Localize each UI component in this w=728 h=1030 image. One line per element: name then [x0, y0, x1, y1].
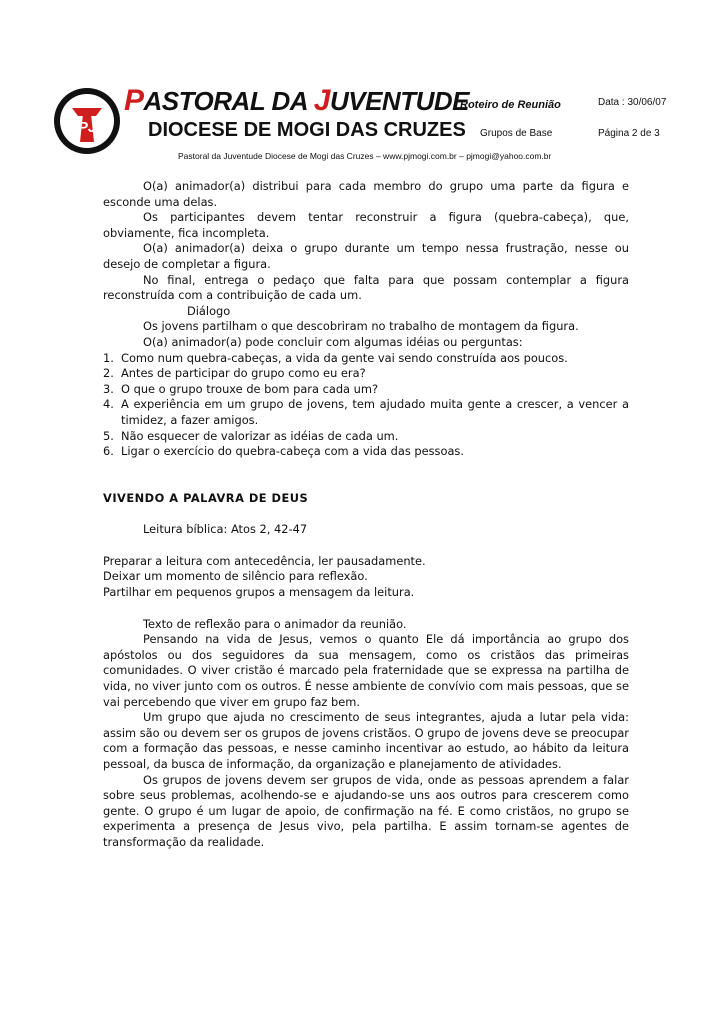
paragraph: Os participantes devem tentar reconstruir a figura (quebra-cabeça), que, obviamente, fica incompleta.: [103, 210, 629, 240]
paragraph: O(a) animador(a) deixa o grupo durante um tempo nessa frustração, nesse ou desejo de completar a figura.: [103, 241, 629, 271]
instruction-line: Partilhar em pequenos grupos a mensagem da leitura.: [103, 585, 415, 600]
reflection-heading: Texto de reflexão para o animador da reunião.: [143, 616, 407, 631]
org-title-mid: ASTORAL DA: [143, 86, 314, 116]
instruction-line: Preparar a leitura com antecedência, ler pausadamente.: [103, 553, 426, 568]
list-item: 6. Ligar o exercício do quebra-cabeça com a vida das pessoas.: [103, 444, 464, 459]
instruction-line: Deixar um momento de silêncio para reflexão.: [103, 569, 368, 584]
org-title-first-letter: P: [124, 84, 144, 117]
roteiro-label: Roteiro de Reunião: [460, 99, 561, 111]
paragraph: Os grupos de jovens devem ser grupos de vida, onde as pessoas aprendem a falar sobre seus problemas, acolhendo-se e ajudando-se uns aos outros para crescerem como gente. O grupo é um lugar de apoio, de confirmação na fé. E como cristãos, no grupo se experimenta a presença de Jesus vivo, pela partilha. E assim tornam-se agentes de transformação da realidade.: [103, 772, 629, 849]
section-title: VIVENDO A PALAVRA DE DEUS: [103, 490, 309, 505]
org-title-second-letter: J: [313, 84, 330, 117]
paragraph: O(a) animador(a) distribui para cada membro do grupo uma parte da figura e esconde uma delas.: [103, 179, 629, 209]
document-body: [103, 179, 629, 851]
paragraph: Um grupo que ajuda no crescimento de seus integrantes, ajuda a lutar pela vida: assim são ou devem ser os grupos de jovens cristãos. O grupo de jovens deve se preocupar com a formação das pessoas, e nesse caminho incentivar ao estudo, ao hábito da leitura pessoal, da busca de informação, da organização e planejamento de atividades.: [103, 710, 629, 771]
paragraph: O(a) animador(a) pode concluir com algumas idéias ou perguntas:: [143, 334, 523, 349]
logo-lettering: PJ: [77, 119, 97, 136]
reading-reference: Leitura bíblica: Atos 2, 42-47: [143, 522, 308, 537]
grupos-label: Grupos de Base: [480, 128, 553, 139]
page-header: [0, 0, 728, 170]
paragraph: No final, entrega o pedaço que falta para que possam contemplar a figura reconstruída com a contribuição de cada um.: [103, 272, 629, 303]
questions-list: [103, 351, 629, 460]
list-item: 2. Antes de participar do grupo como eu era?: [103, 366, 366, 381]
org-title: [124, 84, 469, 118]
org-title-end: UVENTUDE: [329, 86, 469, 116]
list-item: 1. Como num quebra-cabeças, a vida da gente vai sendo construída aos poucos.: [103, 350, 568, 365]
pj-logo-icon: [52, 86, 122, 156]
paragraph: Pensando na vida de Jesus, vemos o quanto Ele dá importância ao grupo dos apóstolos ou dos seguidores da sua mensagem, como os cristãos das primeiras comunidades. O viver cristão é marcado pela fraternidade que se expressa na partilha de vida, no viver junto com os outros. É nesse ambiente de convívio com mais pessoas, que se vai percebendo que viver em grupo faz bem.: [103, 632, 629, 709]
page-number: Página 2 de 3: [598, 128, 660, 139]
list-item: 5. Não esquecer de valorizar as idéias de cada um.: [103, 428, 399, 443]
header-subline: Pastoral da Juventude Diocese de Mogi das Cruzes – www.pjmogi.com.br – pjmogi@yahoo.com.br: [178, 151, 552, 161]
diocese-title: DIOCESE DE MOGI DAS CRUZES: [148, 119, 466, 141]
date-label: Data : 30/06/07: [598, 97, 667, 108]
list-item: 3. O que o grupo trouxe de bom para cada um?: [103, 381, 379, 396]
paragraph: Os jovens partilham o que descobriram no trabalho de montagem da figura.: [143, 319, 579, 334]
list-item: 4. A experiência em um grupo de jovens, tem ajudado muita gente a crescer, a vencer a timidez, a fazer amigos.: [103, 397, 629, 427]
dialogo-heading: Diálogo: [187, 303, 231, 318]
